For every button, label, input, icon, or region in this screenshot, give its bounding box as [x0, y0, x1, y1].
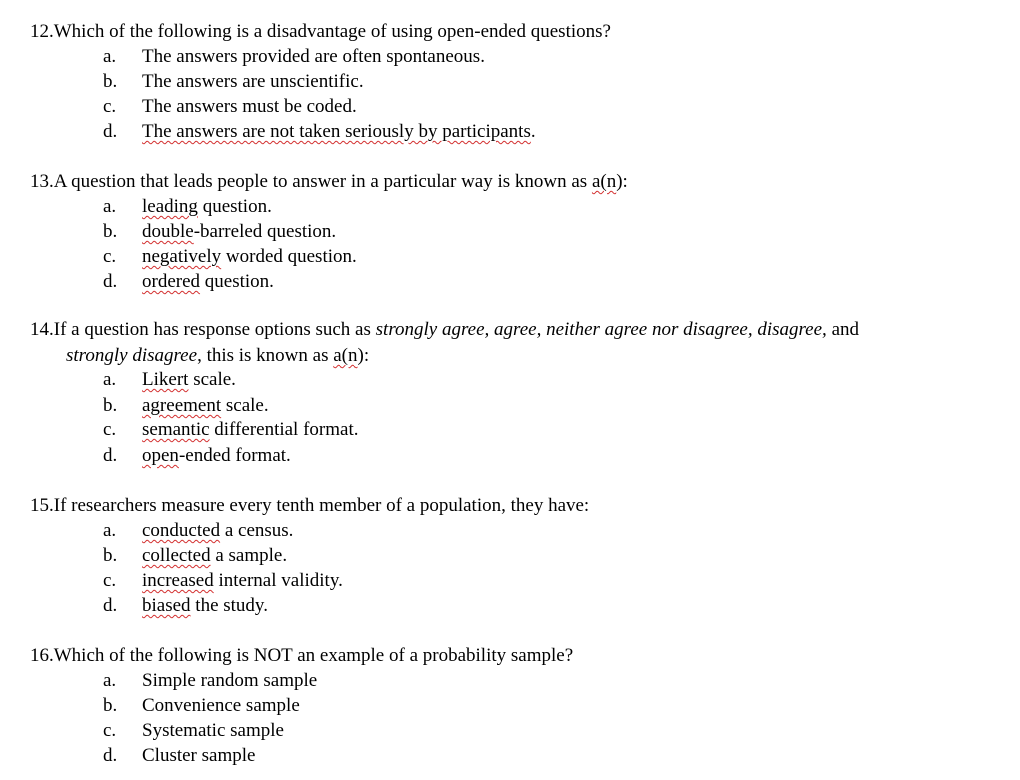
spellcheck-flagged-text: agreement — [142, 395, 222, 416]
option-text-rest: question. — [200, 271, 274, 292]
spellcheck-flagged-text: leading — [142, 196, 198, 217]
option-text — [142, 693, 300, 718]
option-letter: c. — [103, 570, 117, 591]
option-text-rest: differential format. — [209, 419, 359, 440]
option-text — [142, 518, 293, 543]
option-text — [142, 69, 364, 94]
option-text-rest: -barreled question. — [193, 221, 337, 242]
question-text-italic: strongly agree, agree, neither agree nor disagree, disagree, — [375, 319, 827, 340]
option-text — [142, 443, 291, 468]
question-text: If a question has response options such as — [53, 319, 376, 340]
option-letter: b. — [103, 395, 118, 416]
option-text — [142, 743, 255, 768]
question-text: A question that leads people to answer in a particular way is known as — [53, 171, 592, 192]
option-letter: c. — [103, 246, 117, 267]
spellcheck-flagged-text: negatively — [142, 246, 222, 267]
option-text-rest: The answers are unscientific. — [142, 71, 364, 92]
option-text — [142, 269, 274, 294]
question-text-end: ): — [357, 345, 370, 366]
option-letter: c. — [103, 720, 117, 741]
spellcheck-flagged-text: ordered — [142, 271, 201, 292]
option-text — [142, 593, 268, 618]
option-letter: c. — [103, 96, 117, 117]
question-stem — [30, 644, 573, 668]
spellcheck-flagged-text: biased — [142, 595, 191, 616]
option-text — [142, 244, 357, 269]
option-text-rest: The answers provided are often spontaneous. — [142, 46, 485, 67]
option-text — [142, 568, 343, 593]
option-letter: d. — [103, 121, 118, 142]
option-text — [142, 718, 284, 743]
option-text — [142, 94, 357, 119]
spellcheck-flagged-text: semantic — [142, 419, 210, 440]
option-text — [142, 417, 358, 442]
option-text-rest: scale. — [221, 395, 269, 416]
question-number: 14. — [30, 319, 54, 340]
option-letter: b. — [103, 545, 118, 566]
question-stem-continued — [66, 344, 369, 368]
spellcheck-flagged-text: increased — [142, 570, 214, 591]
question-text: Which of the following is NOT an example of a probability sample? — [53, 645, 574, 666]
spellcheck-flagged-text: The answers are not taken seriously by participants — [142, 121, 531, 142]
option-letter: d. — [103, 271, 118, 292]
option-text — [142, 668, 317, 693]
spellcheck-flagged-text: a(n — [591, 171, 617, 192]
spellcheck-flagged-text: collected — [142, 545, 211, 566]
question-text: If researchers measure every tenth member of a population, they have: — [53, 495, 590, 516]
question-text: , this is known as — [197, 345, 334, 366]
option-text — [142, 367, 236, 392]
option-text — [142, 219, 336, 244]
question-stem — [30, 318, 859, 342]
option-text-rest: question. — [197, 196, 272, 217]
option-letter: b. — [103, 695, 118, 716]
option-text-rest: Convenience sample — [142, 695, 300, 716]
option-letter: d. — [103, 445, 118, 466]
option-letter: a. — [103, 196, 117, 217]
question-stem — [30, 170, 628, 194]
option-text — [142, 194, 272, 219]
option-text-rest: a census. — [220, 520, 294, 541]
question-stem — [30, 20, 611, 44]
option-text — [142, 543, 287, 568]
question-number: 16. — [30, 645, 54, 666]
question-text-end: and — [826, 319, 859, 340]
option-letter: d. — [103, 745, 118, 766]
option-text-rest: . — [530, 121, 536, 142]
spellcheck-flagged-text: open — [142, 445, 179, 466]
question-text-italic: strongly disagree — [66, 345, 198, 366]
question-text: Which of the following is a disadvantage of using open-ended questions? — [53, 21, 611, 42]
question-stem — [30, 494, 589, 518]
option-letter: a. — [103, 520, 117, 541]
option-text-rest: Cluster sample — [142, 745, 256, 766]
spellcheck-flagged-text: conducted — [142, 520, 221, 541]
option-letter: a. — [103, 46, 117, 67]
option-text — [142, 44, 485, 69]
option-text-rest: scale. — [188, 369, 236, 390]
option-text-rest: worded question. — [221, 246, 357, 267]
question-number: 15. — [30, 495, 54, 516]
option-letter: c. — [103, 419, 117, 440]
option-letter: b. — [103, 221, 118, 242]
option-text-rest: -ended format. — [178, 445, 291, 466]
question-number: 13. — [30, 171, 54, 192]
option-text-rest: internal validity. — [213, 570, 343, 591]
spellcheck-flagged-text: a(n — [333, 345, 358, 366]
spellcheck-flagged-text: Likert — [142, 369, 189, 390]
option-letter: a. — [103, 369, 117, 390]
spellcheck-flagged-text: double — [142, 221, 194, 242]
option-text — [142, 393, 269, 418]
option-text — [142, 119, 536, 144]
question-number: 12. — [30, 21, 54, 42]
option-text-rest: the study. — [190, 595, 268, 616]
option-letter: a. — [103, 670, 117, 691]
option-text-rest: Systematic sample — [142, 720, 284, 741]
option-letter: b. — [103, 71, 118, 92]
option-letter: d. — [103, 595, 118, 616]
option-text-rest: a sample. — [210, 545, 288, 566]
option-text-rest: Simple random sample — [142, 670, 318, 691]
question-text-end: ): — [616, 171, 628, 192]
option-text-rest: The answers must be coded. — [142, 96, 357, 117]
